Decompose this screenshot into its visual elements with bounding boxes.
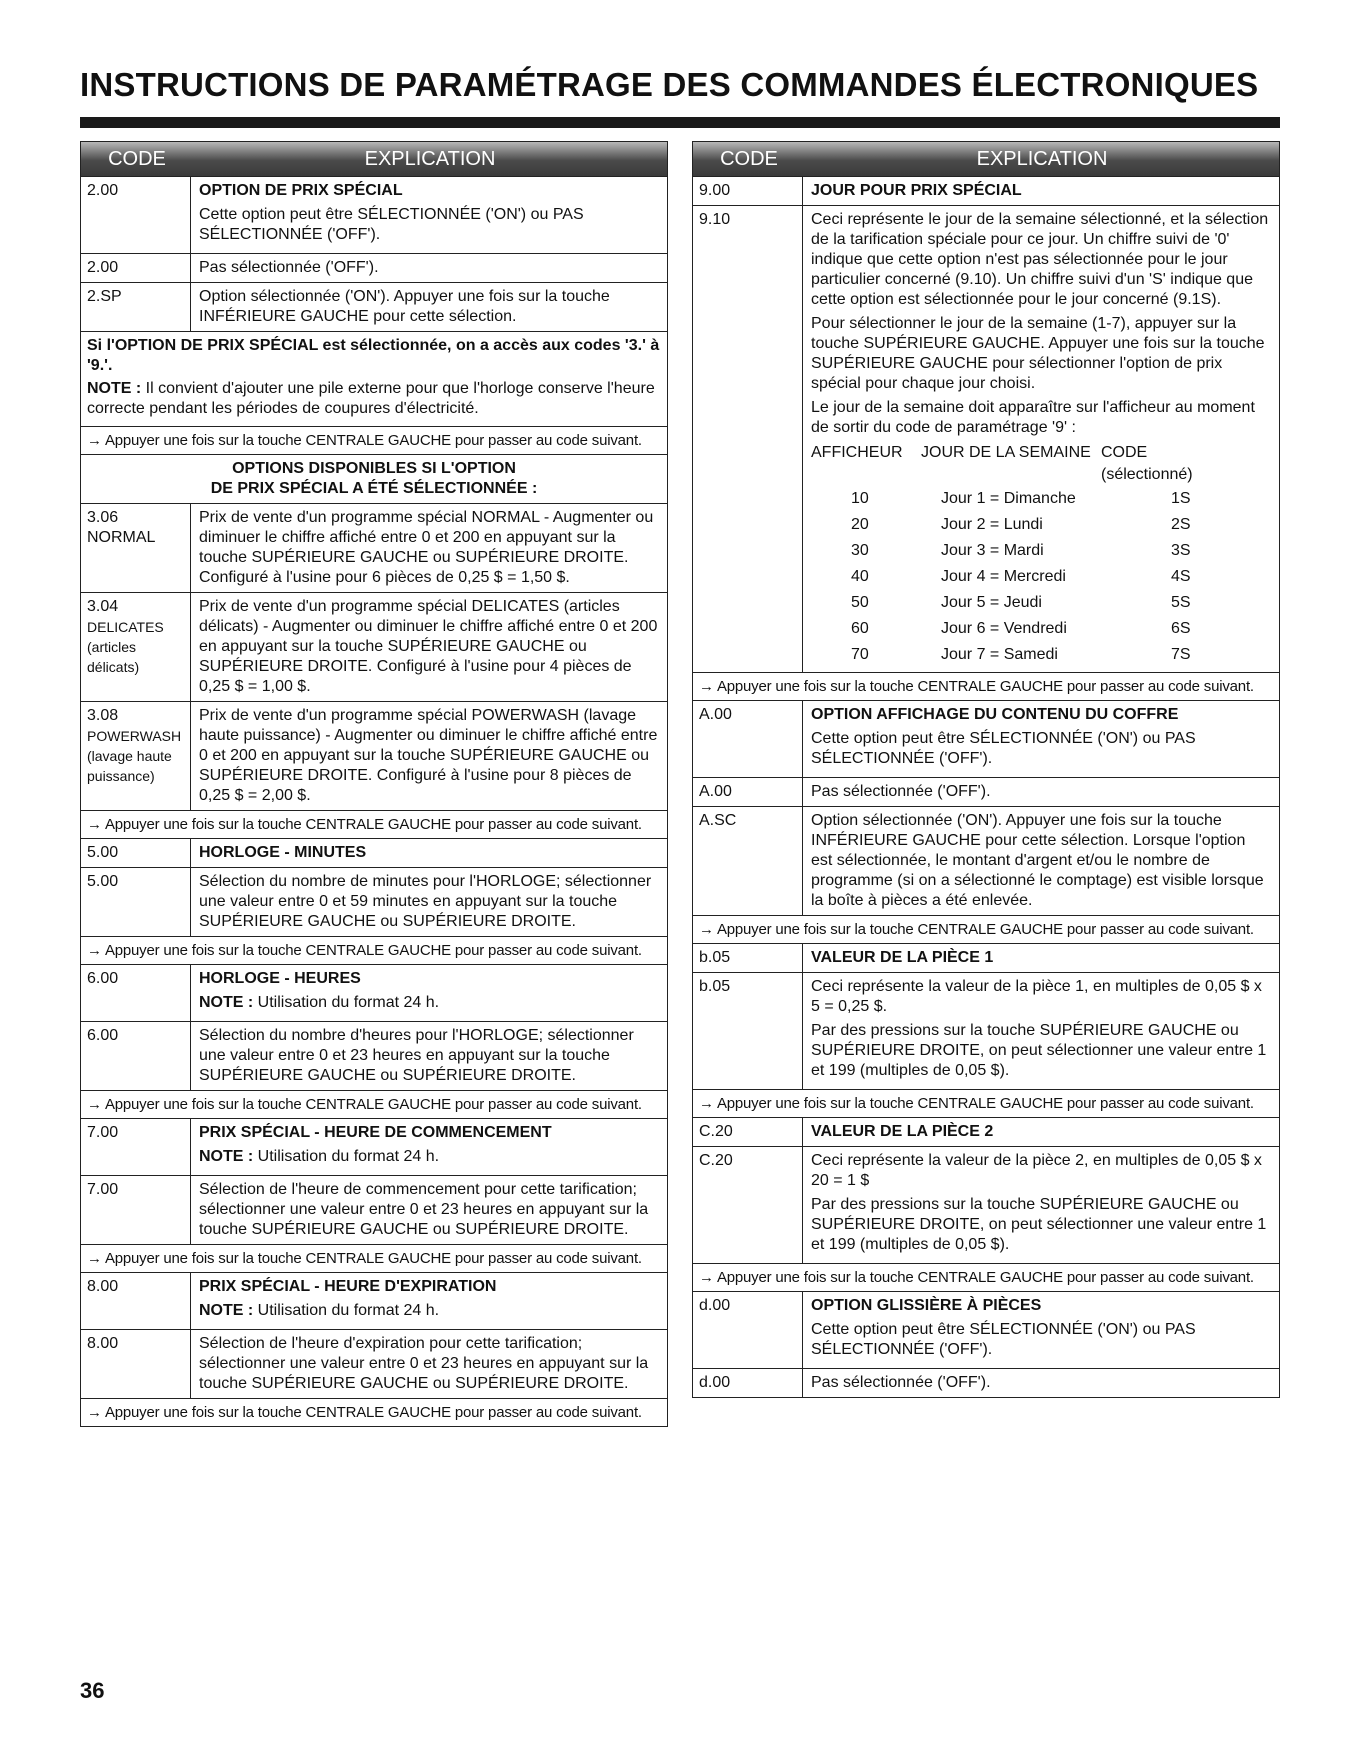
code-cell: 2.00 [81,177,191,253]
table-row [81,964,667,1021]
note-text: Utilisation du format 24 h. [253,1302,440,1319]
table-row [693,700,1279,777]
header-explication: EXPLICATION [364,147,496,170]
explanation-cell: Sélection du nombre d'heures pour l'HORLOGE; sélectionner une valeur entre 0 et 23 heures en appuyant sur la touche SUPÉRIEURE GAUCHE ou SUPÉRIEURE DROITE. [199,1027,634,1084]
day-table-cell: 60 [851,620,869,637]
options-heading-line1: OPTIONS DISPONIBLES SI L'OPTION [232,460,516,477]
note-bold: Si l'OPTION DE PRIX SPÉCIAL est sélectionnée, on a accès aux codes '3.' à '9.'. [87,337,660,374]
table-row [81,1175,667,1244]
code-cell: 8.00 [81,1330,191,1398]
row-text: Le jour de la semaine doit apparaître sur l'afficheur au moment de sortir du code de paramétrage '9' : [811,399,1255,436]
table-row [693,177,1279,205]
code-cell [81,504,191,592]
day-table-cell: 1S [1171,490,1191,507]
code-label: DELICATES (articles délicats) [87,619,164,675]
code-label: POWERWASH (lavage haute puissance) [87,728,182,784]
day-table-cell: 30 [851,542,869,559]
row-title: OPTION DE PRIX SPÉCIAL [199,182,403,199]
code-table-right [692,176,1280,1398]
explanation-cell [191,1273,667,1329]
row-title: HORLOGE - MINUTES [199,844,367,861]
explanation-cell [191,1119,667,1175]
note-para [199,1147,659,1167]
table-row [81,1329,667,1398]
row-text: Ceci représente le jour de la semaine sélectionné, et la sélection de la tarification spéciale pour ce jour. Un chiffre suivi de '0' indique que cette option n'est pas sélectionnée pour le jour particulier concerné (9.10). Un chiffre suivi d'un 'S' indique que cette option est sélectionnée pour le jour concerné (9.1S). [811,211,1269,308]
day-table-cell: 7S [1171,646,1191,663]
left-column [80,141,668,1427]
row-text: Par des pressions sur la touche SUPÉRIEURE GAUCHE ou SUPÉRIEURE DROITE, on peut sélectionner une valeur entre 1 et 199 (multiples de 0,05 $). [811,1196,1267,1253]
code-cell: A.SC [693,807,803,915]
day-table-cell: 5S [1171,594,1191,611]
note-text: Utilisation du format 24 h. [253,994,440,1011]
table-row [693,1368,1279,1397]
explanation-cell: Sélection du nombre de minutes pour l'HORLOGE; sélectionner une valeur entre 0 et 59 minutes en appuyant sur la touche SUPÉRIEURE GAUCHE ou SUPÉRIEURE DROITE. [199,873,652,930]
day-table-cell: 40 [851,568,869,585]
day-table-cell: Jour 5 = Jeudi [941,594,1042,611]
explanation-cell [803,701,1279,777]
explanation-cell [803,206,1279,672]
explanation-cell [191,177,667,253]
day-table-cell: Jour 4 = Mercredi [941,568,1066,585]
day-table-header: CODE (sélectionné) [1101,444,1193,483]
code-table-left [80,176,668,1427]
day-table-cell: 20 [851,516,869,533]
day-table-cell: 3S [1171,542,1191,559]
next-code-instruction: → Appuyer une fois sur la touche CENTRALE GAUCHE pour passer au code suivant. [81,426,667,454]
row-title: PRIX SPÉCIAL - HEURE D'EXPIRATION [199,1278,497,1295]
day-table-cell: 50 [851,594,869,611]
table-row [81,838,667,867]
code-cell: 8.00 [81,1273,191,1329]
table-row [693,972,1279,1089]
table-row [81,1118,667,1175]
row-title: OPTION AFFICHAGE DU CONTENU DU COFFRE [811,706,1179,723]
row-title: VALEUR DE LA PIÈCE 2 [811,1123,994,1140]
row-text: Pour sélectionner le jour de la semaine (1-7), appuyer sur la touche SUPÉRIEURE GAUCHE. Appuyer une fois sur la touche SUPÉRIEURE GAUCHE pour sélectionner l'option de prix spécial pour chaque jour choisi. [811,315,1265,392]
explanation-cell [191,965,667,1021]
code-cell: 2.00 [81,254,191,282]
code-cell: 9.00 [693,177,803,205]
row-text: Ceci représente la valeur de la pièce 2, en multiples de 0,05 $ x 20 = 1 $ [811,1152,1262,1189]
day-table-cell: Jour 3 = Mardi [941,542,1044,559]
explanation-cell: Option sélectionnée ('ON'). Appuyer une fois sur la touche INFÉRIEURE GAUCHE pour cette sélection. Lorsque l'option est sélectionnée, le montant d'argent et/ou le nombre de programme (si on a sélectionné le comptage) est visible lorsque la boîte à pièces a été enlevée. [811,812,1264,909]
explanation-cell: Sélection de l'heure d'expiration pour cette tarification; sélectionner une valeur entre 0 et 23 heures en appuyant sur la touche SUPÉRIEURE GAUCHE ou SUPÉRIEURE DROITE. [199,1335,649,1392]
row-title: HORLOGE - HEURES [199,970,361,987]
code-cell: A.00 [693,701,803,777]
next-code-instruction: → Appuyer une fois sur la touche CENTRALE GAUCHE pour passer au code suivant. [693,1089,1279,1117]
row-title: PRIX SPÉCIAL - HEURE DE COMMENCEMENT [199,1124,552,1141]
row-text: Ceci représente la valeur de la pièce 1, en multiples de 0,05 $ x 5 = 0,25 $. [811,978,1262,1015]
page-title: INSTRUCTIONS DE PARAMÉTRAGE DES COMMANDES ÉLECTRONIQUES [80,66,1259,103]
day-table-cell: Jour 2 = Lundi [941,516,1043,533]
next-code-instruction: → Appuyer une fois sur la touche CENTRALE GAUCHE pour passer au code suivant. [81,1090,667,1118]
options-heading-line2: DE PRIX SPÉCIAL A ÉTÉ SÉLECTIONNÉE : [210,480,538,497]
next-code-instruction: → Appuyer une fois sur la touche CENTRALE GAUCHE pour passer au code suivant. [693,672,1279,700]
row-title: VALEUR DE LA PIÈCE 1 [811,949,994,966]
day-table-cell: Jour 1 = Dimanche [941,490,1076,507]
code-cell: 5.00 [81,868,191,936]
code-value: 3.06 [87,509,119,526]
note-para [87,379,661,419]
code-cell: b.05 [693,973,803,1089]
row-title: JOUR POUR PRIX SPÉCIAL [811,182,1022,199]
table-row [693,205,1279,672]
note-text: Utilisation du format 24 h. [253,1148,440,1165]
explanation-cell [803,973,1279,1089]
table-row [81,253,667,282]
day-table-cell: 10 [851,490,869,507]
code-cell: C.20 [693,1147,803,1263]
day-table-cell: 70 [851,646,869,663]
code-cell: 6.00 [81,965,191,1021]
table-row [81,867,667,936]
note-label: NOTE : [199,1148,254,1165]
explanation-cell: Option sélectionnée ('ON'). Appuyer une fois sur la touche INFÉRIEURE GAUCHE pour cette sélection. [199,288,610,325]
note-text: Il convient d'ajouter une pile externe pour que l'horloge conserve l'heure correcte pendant les périodes de coupures d'électricité. [87,380,655,417]
explanation-cell: Prix de vente d'un programme spécial POWERWASH (lavage haute puissance) - Augmenter ou diminuer le chiffre affiché entre 0 et 200 en appuyant sur la touche SUPÉRIEURE GAUCHE ou SUPÉRIEURE DROITE. Configuré à l'usine pour 8 pièces de 0,25 $ = 2,00 $. [199,707,658,804]
note-label: NOTE : [87,380,142,397]
code-cell: 9.10 [693,206,803,672]
table-row [81,701,667,810]
explanation-cell: Prix de vente d'un programme spécial DELICATES (articles délicats) - Augmenter ou diminuer le chiffre affiché entre 0 et 200 en appuyant sur la touche SUPÉRIEURE GAUCHE ou SUPÉRIEURE DROITE. Configuré à l'usine pour 4 pièces de 0,25 $ = 1,00 $. [199,598,658,695]
table-row [693,1117,1279,1146]
next-code-instruction: → Appuyer une fois sur la touche CENTRALE GAUCHE pour passer au code suivant. [81,810,667,838]
table-header-left [80,141,668,176]
code-cell: d.00 [693,1292,803,1368]
code-cell: 5.00 [81,839,191,867]
day-table-cell: Jour 7 = Samedi [941,646,1058,663]
explanation-cell [803,1147,1279,1263]
next-code-instruction: → Appuyer une fois sur la touche CENTRALE GAUCHE pour passer au code suivant. [693,915,1279,943]
code-label: NORMAL [87,529,156,546]
table-row [81,177,667,253]
code-cell: 2.SP [81,283,191,331]
code-value: 3.04 [87,598,119,615]
code-cell: 7.00 [81,1176,191,1244]
header-code: CODE [108,147,166,170]
code-cell: b.05 [693,944,803,972]
day-table-cell: Jour 6 = Vendredi [941,620,1067,637]
table-row [81,503,667,592]
code-cell: d.00 [693,1369,803,1397]
day-table-cell: 4S [1171,568,1191,585]
table-row [693,943,1279,972]
table-header-right [692,141,1280,176]
table-row [693,806,1279,915]
code-cell: A.00 [693,778,803,806]
next-code-instruction: → Appuyer une fois sur la touche CENTRALE GAUCHE pour passer au code suivant. [81,1398,667,1426]
row-text: Cette option peut être SÉLECTIONNÉE ('ON') ou PAS SÉLECTIONNÉE ('OFF'). [811,730,1196,767]
code-cell [81,702,191,810]
explanation-cell: Prix de vente d'un programme spécial NORMAL - Augmenter ou diminuer le chiffre affiché entre 0 et 200 en appuyant sur la touche SUPÉRIEURE GAUCHE ou SUPÉRIEURE DROITE. Configuré à l'usine pour 6 pièces de 0,25 $ = 1,50 $. [199,509,654,586]
explanation-cell [803,1292,1279,1368]
day-table [811,442,1271,668]
table-row [81,282,667,331]
explanation-cell: Pas sélectionnée ('OFF'). [199,259,379,276]
note-label: NOTE : [199,994,254,1011]
page-number: 36 [80,1678,105,1703]
next-code-instruction: → Appuyer une fois sur la touche CENTRALE GAUCHE pour passer au code suivant. [693,1263,1279,1291]
code-cell: 6.00 [81,1022,191,1090]
explanation-cell: Pas sélectionnée ('OFF'). [811,1374,991,1391]
code-cell: C.20 [693,1118,803,1146]
code-cell: 7.00 [81,1119,191,1175]
table-row [693,777,1279,806]
code-value: 3.08 [87,707,119,724]
right-column [692,141,1280,1398]
note-para [199,1301,659,1321]
next-code-instruction: → Appuyer une fois sur la touche CENTRALE GAUCHE pour passer au code suivant. [81,1244,667,1272]
note-para [199,993,659,1013]
note-label: NOTE : [199,1302,254,1319]
table-row [693,1146,1279,1263]
explanation-cell: Sélection de l'heure de commencement pour cette tarification; sélectionner une valeur entre 0 et 23 heures en appuyant sur la touche SUPÉRIEURE GAUCHE ou SUPÉRIEURE DROITE. [199,1181,649,1238]
day-table-cell: 2S [1171,516,1191,533]
next-code-instruction: → Appuyer une fois sur la touche CENTRALE GAUCHE pour passer au code suivant. [81,936,667,964]
day-table-header: AFFICHEUR [811,444,903,461]
header-code: CODE [720,147,778,170]
note-block [81,331,667,426]
header-explication: EXPLICATION [976,147,1108,170]
explanation-cell: Pas sélectionnée ('OFF'). [811,783,991,800]
table-row [81,1272,667,1329]
row-text: Cette option peut être SÉLECTIONNÉE ('ON') ou PAS SÉLECTIONNÉE ('OFF'). [199,206,584,243]
row-text: Par des pressions sur la touche SUPÉRIEURE GAUCHE ou SUPÉRIEURE DROITE, on peut sélectionner une valeur entre 1 et 199 (multiples de 0,05 $). [811,1022,1267,1079]
day-table-cell: 6S [1171,620,1191,637]
options-heading [81,454,667,503]
code-cell [81,593,191,701]
title-rule [80,117,1280,128]
table-row [81,1021,667,1090]
table-row [81,592,667,701]
day-table-header: JOUR DE LA SEMAINE [921,444,1091,461]
row-text: Cette option peut être SÉLECTIONNÉE ('ON') ou PAS SÉLECTIONNÉE ('OFF'). [811,1321,1196,1358]
table-row [693,1291,1279,1368]
row-title: OPTION GLISSIÈRE À PIÈCES [811,1297,1042,1314]
